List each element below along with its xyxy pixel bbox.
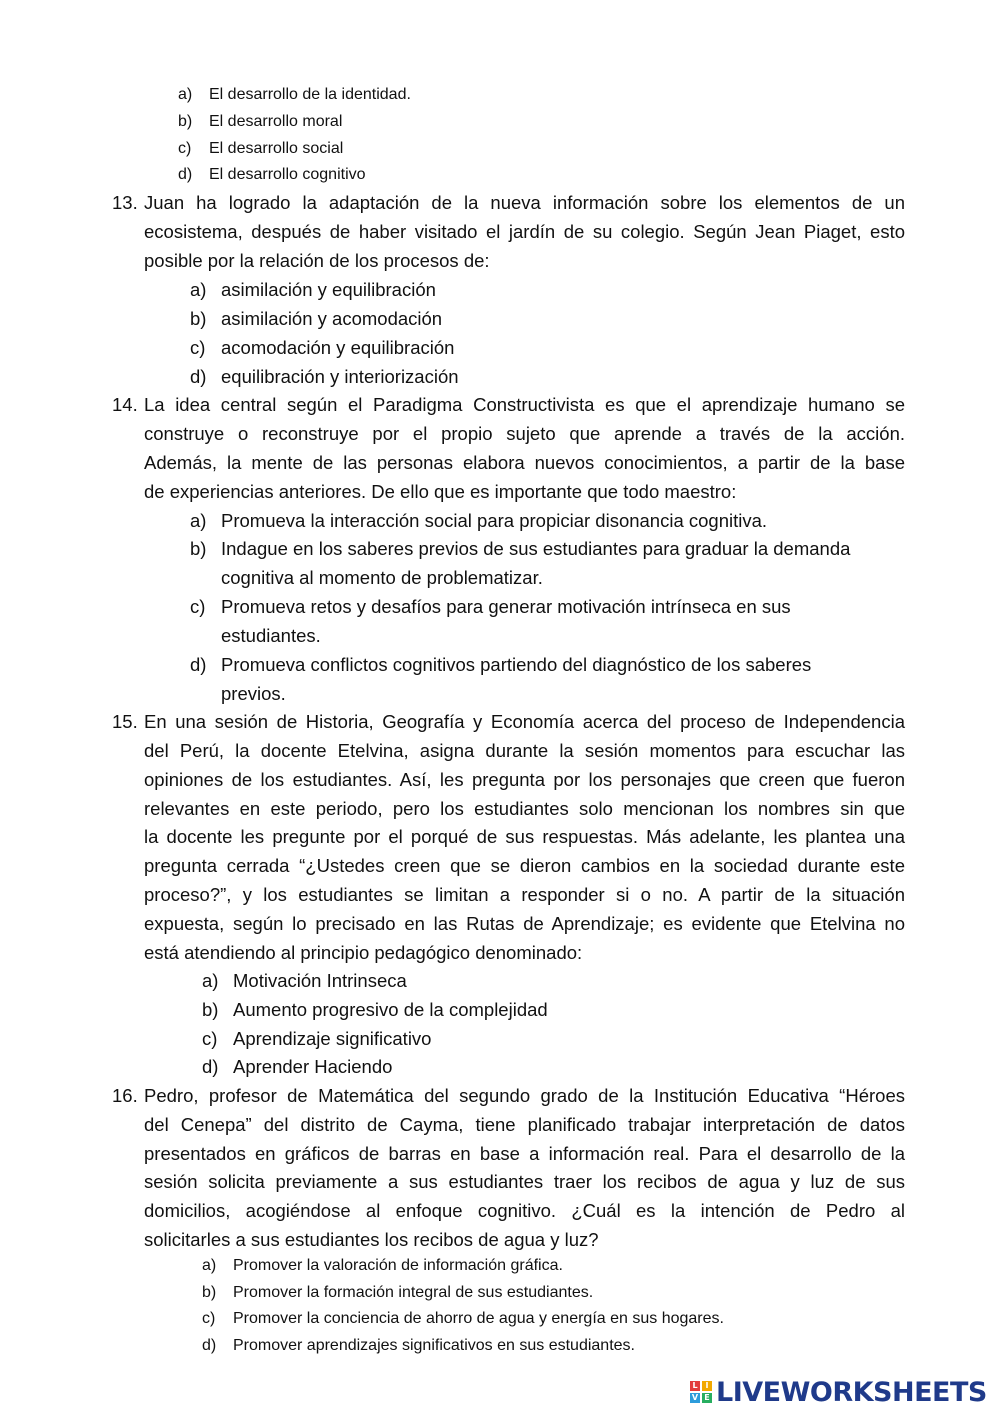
logo-tile: E: [702, 1393, 712, 1403]
question-number: 13.: [112, 192, 138, 213]
option-letter: a): [190, 510, 207, 531]
question-text-line: ecosistema, después de haber visitado el jardín de su colegio. Según Jean Piaget, esto: [144, 221, 905, 242]
question-text-line: posible por la relación de los procesos de:: [144, 250, 490, 271]
question-text-line: sesión solicita previamente a sus estudiantes traer los recibos de agua y luz de sus: [144, 1171, 905, 1192]
option-letter: d): [190, 366, 207, 387]
question-text-line: solicitarles a sus estudiantes los recibos de agua y luz?: [144, 1229, 599, 1250]
option-letter: b): [202, 1284, 217, 1301]
question-text-line: de experiencias anteriores. De ello que es importante que todo maestro:: [144, 481, 737, 502]
option-letter: b): [190, 308, 207, 329]
option-letter: b): [202, 999, 219, 1020]
question-text-line: la docente les pregunte por el porqué de sus respuestas. Más adelante, les plantea una: [144, 826, 905, 847]
question-text-line: pregunta cerrada “¿Ustedes creen que se dieron cambios en la sociedad durante este: [144, 855, 905, 876]
logo-tile: V: [691, 1393, 699, 1402]
option-text: previos.: [221, 683, 286, 704]
option-letter: c): [202, 1028, 218, 1049]
liveworksheets-logo: [690, 1372, 987, 1412]
option-text: Motivación Intrinseca: [233, 970, 407, 991]
option-text: Promover la valoración de información gráfica.: [233, 1257, 563, 1274]
option-text: equilibración y interiorización: [221, 366, 459, 387]
question-number: 15.: [112, 711, 138, 732]
question-text-line: presentados en gráficos de barras en base a información real. Para el desarrollo de la: [144, 1143, 905, 1164]
option-text: estudiantes.: [221, 625, 321, 646]
question-text-line: En una sesión de Historia, Geografía y Economía acerca del proceso de Independencia: [144, 711, 905, 732]
logo-tile: L: [690, 1381, 700, 1391]
question-text-line: del Perú, la docente Etelvina, asigna durante la sesión momentos para escuchar las: [144, 740, 905, 761]
option-text: El desarrollo de la identidad.: [209, 86, 411, 103]
option-letter: b): [178, 113, 193, 130]
question-text-line: proceso?”, y los estudiantes se limitan a responder si o no. A partir de la situación: [144, 884, 905, 905]
option-text: acomodación y equilibración: [221, 337, 455, 358]
option-letter: d): [178, 166, 193, 183]
question-number: 14.: [112, 394, 138, 415]
option-text: Promover la conciencia de ahorro de agua y energía en sus hogares.: [233, 1310, 724, 1327]
question-text-line: expuesta, según lo precisado en las Rutas de Aprendizaje; es evidente que Etelvina no: [144, 913, 905, 934]
option-text: Promueva la interacción social para propiciar disonancia cognitiva.: [221, 510, 768, 531]
question-text-line: Juan ha logrado la adaptación de la nueva información sobre los elementos de un: [144, 192, 905, 213]
question-text-line: Además, la mente de las personas elabora nuevos conocimientos, a partir de la base: [144, 452, 905, 473]
option-text: asimilación y acomodación: [221, 308, 443, 329]
option-text: Aprendizaje significativo: [233, 1028, 432, 1049]
option-text: cognitiva al momento de problematizar.: [221, 567, 543, 588]
question-text-line: domicilios, acogiéndose al enfoque cognitivo. ¿Cuál es la intención de Pedro al: [144, 1200, 905, 1221]
option-text: El desarrollo moral: [209, 113, 343, 130]
question-text-line: está atendiendo al principio pedagógico denominado:: [144, 942, 583, 963]
option-letter: c): [190, 596, 206, 617]
option-letter: a): [190, 279, 207, 300]
option-text: Promueva retos y desafíos para generar motivación intrínseca en sus: [221, 596, 791, 617]
question-text-line: relevantes en este periodo, pero los estudiantes solo mencionan los nombres sin que: [144, 798, 905, 819]
question-text-line: La idea central según el Paradigma Constructivista es que el aprendizaje humano se: [144, 394, 905, 415]
option-text: asimilación y equilibración: [221, 279, 436, 300]
option-text: Aumento progresivo de la complejidad: [233, 999, 548, 1020]
question-text-line: opiniones de los estudiantes. Así, les pregunta por los personajes que creen que fueron: [144, 769, 905, 790]
question-number: 16.: [112, 1085, 138, 1106]
option-letter: c): [178, 140, 192, 157]
option-letter: a): [178, 86, 193, 103]
option-letter: d): [190, 654, 207, 675]
option-text: El desarrollo cognitivo: [209, 166, 366, 183]
question-text-line: del Cenepa” del distrito de Cayma, tiene planificado trabajar interpretación de datos: [144, 1114, 905, 1135]
logo-tile: I: [702, 1381, 712, 1391]
option-text: Promueva conflictos cognitivos partiendo del diagnóstico de los saberes: [221, 654, 812, 675]
option-letter: a): [202, 1257, 217, 1274]
option-text: Aprender Haciendo: [233, 1056, 393, 1077]
option-letter: c): [190, 337, 206, 358]
option-letter: d): [202, 1337, 217, 1354]
option-letter: d): [202, 1056, 219, 1077]
option-text: El desarrollo social: [209, 140, 344, 157]
logo-text: LIVEWORKSHEETS: [716, 1376, 987, 1408]
option-letter: a): [202, 970, 219, 991]
logo-mark-icon: [690, 1381, 712, 1403]
option-letter: b): [190, 538, 207, 559]
option-letter: c): [202, 1310, 216, 1327]
option-text: Promover aprendizajes significativos en sus estudiantes.: [233, 1337, 635, 1354]
question-text-line: Pedro, profesor de Matemática del segundo grado de la Institución Educativa “Héroes: [144, 1085, 905, 1106]
option-text: Promover la formación integral de sus estudiantes.: [233, 1284, 594, 1301]
option-text: Indague en los saberes previos de sus estudiantes para graduar la demanda: [221, 538, 851, 559]
question-text-line: construye o reconstruye por el propio sujeto que aprende a través de la acción.: [144, 423, 905, 444]
